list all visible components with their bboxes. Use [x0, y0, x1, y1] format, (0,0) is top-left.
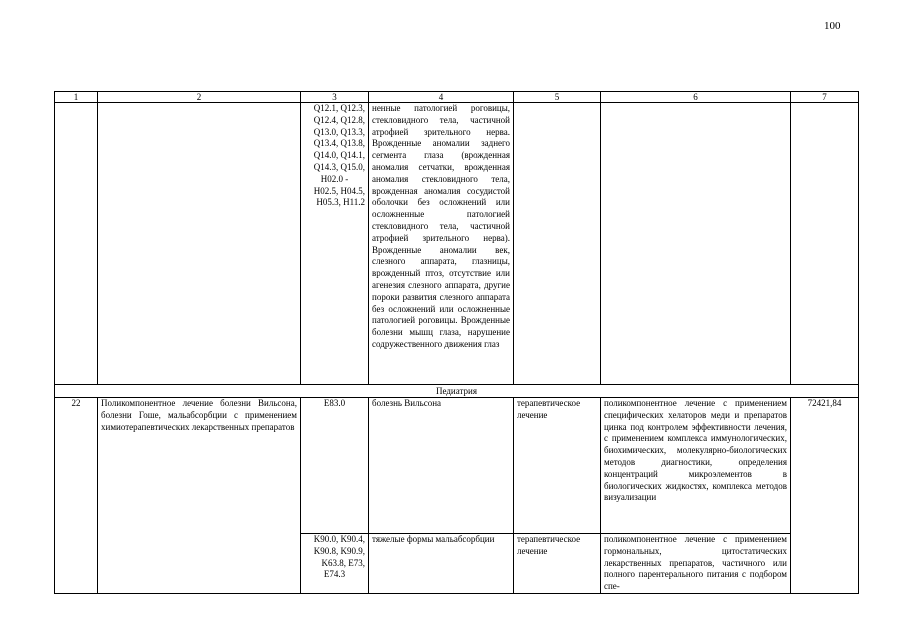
icd-code-line: E74.3: [323, 569, 346, 580]
treatment-type-cell: [514, 103, 601, 385]
header-row: [55, 92, 859, 103]
icd-code-line: H02.5, H04.5,: [313, 185, 365, 196]
icd-code-line: Q13.0, Q13.3,: [313, 126, 365, 137]
cost-cell: 72421,84: [791, 398, 859, 594]
diagnosis-cell: болезнь Вильсона: [369, 398, 514, 534]
icd-code-line: K90.0, K90.4,: [313, 534, 365, 544]
column-header: 7: [791, 92, 859, 103]
column-header: 1: [55, 92, 98, 103]
treatment-type-cell: терапевтическое лечение: [514, 398, 601, 534]
icd-code-line: E83.0: [323, 398, 346, 408]
document-table: [54, 91, 859, 594]
column-header: 3: [301, 92, 369, 103]
icd-code-line: H02.0 -: [320, 173, 349, 184]
icd-code-line: H05.3, H11.2: [316, 197, 365, 208]
row-number-cell: [55, 103, 98, 385]
section-title: Педиатрия: [55, 385, 859, 398]
icd-code-line: Q12.4, Q12.8,: [313, 114, 365, 125]
treatment-type-cell: терапевтическое лечение: [514, 534, 601, 594]
cost-cell: [791, 103, 859, 385]
method-cell: [98, 103, 301, 385]
icd-code-line: K90.8, K90.9,: [313, 545, 365, 556]
treatment-method-cell: поликомпонентное лечение с применением специфических хелаторов меди и препаратов цинка под контролем эффективности лечения, с применением комплекса иммунологических, биохимических, молекулярно-биологических методов диагностики, определения концентраций микроэлементов в биологических жидкостях, комплекса методов визуализации: [601, 398, 791, 534]
icd-codes-cell: [301, 398, 369, 534]
column-header: 2: [98, 92, 301, 103]
icd-code-line: Q14.0, Q14.1,: [313, 150, 365, 161]
column-header: 4: [369, 92, 514, 103]
method-cell: Поликомпонентное лечение болезни Вильсона, болезни Гоше, мальабсорбции с применением химиотерапевтических лекарственных препаратов: [98, 398, 301, 594]
icd-code-line: Q12.1, Q12.3,: [313, 103, 365, 113]
diagnosis-cell: ненные патологией роговицы, стекловидного тела, частичной атрофией зрительного нерва. Врожденные аномалии заднего сегмента глаза (врожденная аномалия сетчатки, врожденная аномалия стекловидного тела, врожденная аномалия сосудистой оболочки без осложнений или осложненные патологией стекловидного тела, частичной атрофией зрительного нерва). Врожденные аномалии век, слезного аппарата, глазницы, врожденный птоз, отсутствие или агенезия слезного аппарата, другие пороки развития слезного аппарата без осложнений или осложненные патологией роговицы. Врожденные болезни мышц глаза, нарушение содружественного движения глаз: [369, 103, 514, 385]
icd-codes-cell: [301, 534, 369, 594]
table-row: [55, 398, 859, 534]
icd-code-line: Q14.3, Q15.0,: [313, 161, 365, 172]
icd-code-line: K63.8, E73,: [321, 557, 365, 568]
icd-code-line: Q13.4, Q13.8,: [313, 138, 365, 149]
column-header: 5: [514, 92, 601, 103]
row-number-cell: 22: [55, 398, 98, 594]
page-number: 100: [824, 20, 841, 32]
icd-codes-cell: [301, 103, 369, 385]
diagnosis-cell: тяжелые формы мальабсорбции: [369, 534, 514, 594]
column-header: 6: [601, 92, 791, 103]
section-row: [55, 385, 859, 398]
treatment-method-cell: поликомпонентное лечение с применением гормональных, цитостатических лекарственных препаратов, частичного или полного парентерального питания с подбором спе-: [601, 534, 791, 594]
table-row: [55, 103, 859, 385]
treatment-method-cell: [601, 103, 791, 385]
